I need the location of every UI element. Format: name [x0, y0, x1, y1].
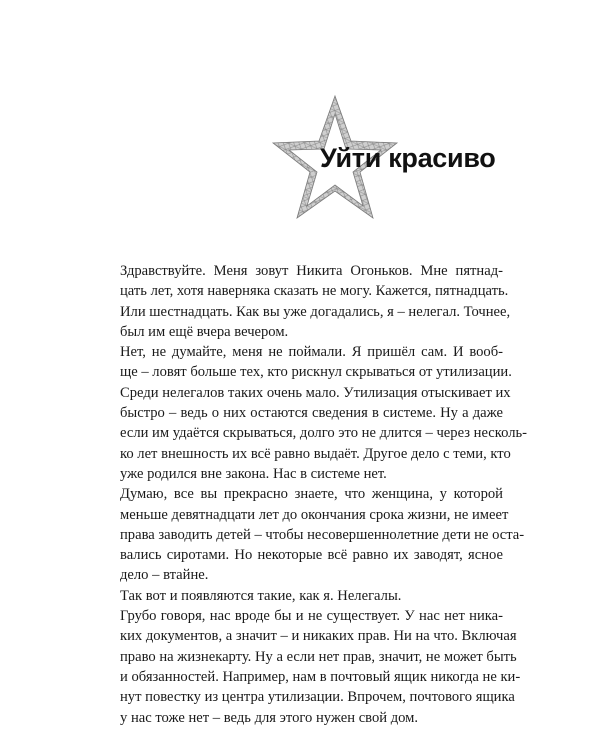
text-line: Здравствуйте. Меня зовут Никита Огоньков. Мне пятнад- [120, 263, 503, 279]
text-line: ких документов, а значит – и никаких прав. Ни на что. Включая [120, 628, 517, 645]
paragraph-4 [103, 586, 503, 606]
text-line: Грубо говоря, нас вроде бы и не существует. У нас нет ника- [120, 608, 503, 625]
paragraph-3 [103, 484, 525, 585]
paragraph-5 [103, 606, 521, 728]
text-line: был им ещё вчера вечером. [120, 323, 289, 340]
text-line: меньше девятнадцати лет до окончания срока жизни, не имеет [120, 506, 509, 523]
text-line: право на жизнекарту. Ну а если нет прав, значит, не может быть [120, 648, 517, 665]
text-line: и обязанностей. Например, нам в почтовый ящик никогда не ки- [120, 668, 521, 685]
text-line: дело – втайне. [120, 567, 209, 584]
text-line: права заводить детей – чтобы несовершеннолетние дети не оста- [120, 526, 525, 543]
text-line: если им удаётся скрываться, долго это не длится – через несколь- [120, 425, 528, 442]
text-line: вались сиротами. Но некоторые всё равно их заводят, ясное [120, 547, 503, 564]
text-line: ще – ловят больше тех, кто рискнул скрываться от утилизации. [120, 364, 512, 381]
paragraph-2 [103, 342, 528, 484]
text-line: Нет, не думайте, меня не поймали. Я пришёл сам. И вооб- [120, 344, 503, 361]
chapter-title: Уйти красиво [320, 143, 496, 173]
text-line: ко лет внешность их всё равно выдаёт. Другое дело с теми, кто [120, 445, 511, 462]
paragraph-1 [103, 261, 511, 342]
text-line: у нас тоже нет – ведь для этого нужен свой дом. [120, 709, 419, 726]
text-line: нут повестку из центра утилизации. Впрочем, почтового ящика [120, 689, 515, 706]
text-line: Думаю, все вы прекрасно знаете, что женщина, у которой [120, 486, 503, 503]
text-line: Среди нелегалов таких очень мало. Утилизация отыскивает их [120, 384, 511, 401]
text-line: быстро – ведь о них остаются сведения в системе. Ну а даже [120, 405, 503, 422]
text-line: цать лет, хотя наверняка сказать не могу. Кажется, пятнадцать. [120, 283, 509, 300]
body-text [103, 261, 528, 728]
text-line: Или шестнадцать. Как вы уже догадались, я – нелегал. Точнее, [120, 303, 511, 320]
text-line: Так вот и появляются такие, как я. Нелегалы. [120, 587, 402, 604]
text-line: уже родился вне закона. Нас в системе нет. [120, 465, 387, 482]
